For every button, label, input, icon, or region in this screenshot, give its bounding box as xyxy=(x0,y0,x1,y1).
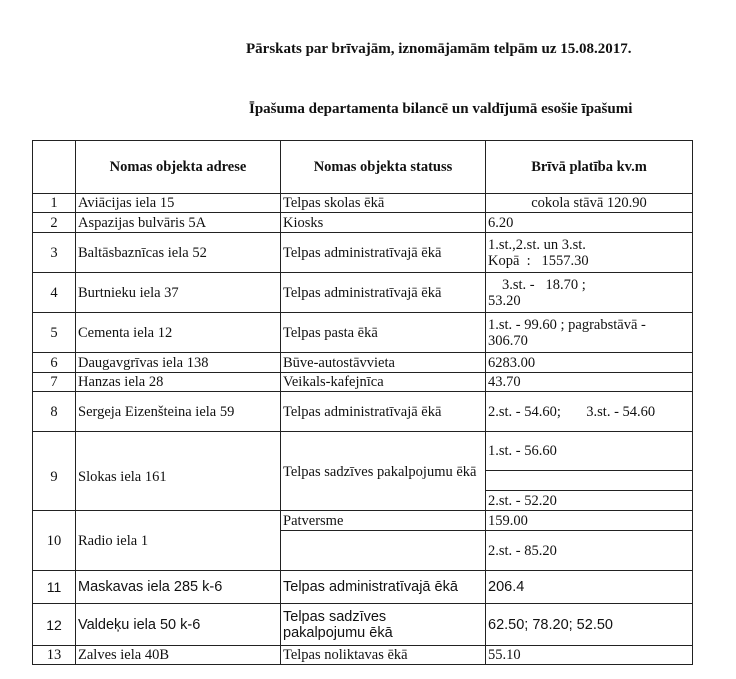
document-subtitle: Īpašuma departamenta bilancē un valdījumā esošie īpašumi xyxy=(249,101,633,117)
row-area-empty xyxy=(486,471,693,491)
row-address: Baltāsbaznīcas iela 52 xyxy=(76,233,281,273)
row-area: 2.st. - 85.20 xyxy=(486,531,693,571)
header-number xyxy=(33,141,76,194)
row-address: Hanzas iela 28 xyxy=(76,373,281,392)
row-area: 55.10 xyxy=(486,646,693,665)
row-area: 6283.00 xyxy=(486,353,693,373)
table-row xyxy=(33,213,693,233)
row-area: 2.st. - 54.60; 3.st. - 54.60 xyxy=(486,392,693,432)
row-area xyxy=(486,313,693,353)
table-row xyxy=(33,313,693,353)
row-address: Cementa iela 12 xyxy=(76,313,281,353)
row-number: 5 xyxy=(33,313,76,353)
row-status: Telpas sadzīves pakalpojumu ēkā xyxy=(281,432,486,511)
rental-properties-table xyxy=(32,140,693,665)
row-status: Kiosks xyxy=(281,213,486,233)
row-area-line: 1.st. - 99.60 ; pagrabstāvā - xyxy=(488,316,646,333)
row-status: Telpas administratīvajā ēkā xyxy=(281,233,486,273)
row-area: 206.4 xyxy=(486,571,693,604)
row-status-line: pakalpojumu ēkā xyxy=(283,624,393,641)
row-number: 1 xyxy=(33,194,76,213)
row-address: Valdeķu iela 50 k-6 xyxy=(76,604,281,646)
header-status: Nomas objekta statuss xyxy=(281,141,486,194)
table-row xyxy=(33,373,693,392)
row-address: Burtnieku iela 37 xyxy=(76,273,281,313)
row-status: Telpas skolas ēkā xyxy=(281,194,486,213)
row-number: 12 xyxy=(33,604,76,646)
table-row xyxy=(33,194,693,213)
row-status: Telpas pasta ēkā xyxy=(281,313,486,353)
row-status: Telpas administratīvajā ēkā xyxy=(281,273,486,313)
row-status: Veikals-kafejnīca xyxy=(281,373,486,392)
row-area-line: 53.20 xyxy=(488,292,521,309)
row-status: Telpas administratīvajā ēkā xyxy=(281,392,486,432)
row-area: 159.00 xyxy=(486,511,693,531)
row-status: Telpas noliktavas ēkā xyxy=(281,646,486,665)
table-row xyxy=(33,233,693,273)
row-number: 2 xyxy=(33,213,76,233)
row-address: Aspazijas bulvāris 5A xyxy=(76,213,281,233)
table-header-row xyxy=(33,141,693,194)
row-area-line: 3.st. - 18.70 ; xyxy=(502,276,586,293)
header-area: Brīvā platība kv.m xyxy=(486,141,693,194)
row-status: Būve-autostāvvieta xyxy=(281,353,486,373)
row-address: Aviācijas iela 15 xyxy=(76,194,281,213)
table-row xyxy=(33,511,693,531)
table-row xyxy=(33,646,693,665)
row-address: Daugavgrīvas iela 138 xyxy=(76,353,281,373)
row-area xyxy=(486,233,693,273)
table-row xyxy=(33,353,693,373)
row-address: Radio iela 1 xyxy=(76,511,281,571)
row-number: 8 xyxy=(33,392,76,432)
row-number: 7 xyxy=(33,373,76,392)
document-title: Pārskats par brīvajām, iznomājamām telpām uz 15.08.2017. xyxy=(246,41,632,57)
row-area: cokola stāvā 120.90 xyxy=(486,194,693,213)
row-area-line: 1.st.,2.st. un 3.st. xyxy=(488,236,586,253)
table-row xyxy=(33,604,693,646)
table-row xyxy=(33,273,693,313)
header-address: Nomas objekta adrese xyxy=(76,141,281,194)
row-address: Zalves iela 40B xyxy=(76,646,281,665)
row-area: 6.20 xyxy=(486,213,693,233)
row-number: 9 xyxy=(33,432,76,511)
row-number: 3 xyxy=(33,233,76,273)
row-area: 2.st. - 52.20 xyxy=(486,491,693,511)
row-number: 6 xyxy=(33,353,76,373)
row-number: 13 xyxy=(33,646,76,665)
row-area: 43.70 xyxy=(486,373,693,392)
table-row xyxy=(33,392,693,432)
table-row xyxy=(33,571,693,604)
table-row xyxy=(33,432,693,471)
row-area-line: 306.70 xyxy=(488,332,528,349)
row-status xyxy=(281,604,486,646)
row-area: 62.50; 78.20; 52.50 xyxy=(486,604,693,646)
row-area: 1.st. - 56.60 xyxy=(486,432,693,471)
row-number: 10 xyxy=(33,511,76,571)
row-status: Telpas administratīvajā ēkā xyxy=(281,571,486,604)
row-address: Maskavas iela 285 k-6 xyxy=(76,571,281,604)
row-address: Sergeja Eizenšteina iela 59 xyxy=(76,392,281,432)
row-status-line: Telpas sadzīves xyxy=(283,608,387,625)
row-status: Patversme xyxy=(281,511,486,531)
row-area xyxy=(486,273,693,313)
row-area-line: Kopā : 1557.30 xyxy=(488,252,589,269)
row-number: 4 xyxy=(33,273,76,313)
row-address: Slokas iela 161 xyxy=(76,432,281,511)
row-number: 11 xyxy=(33,571,76,604)
row-status-empty xyxy=(281,531,486,571)
